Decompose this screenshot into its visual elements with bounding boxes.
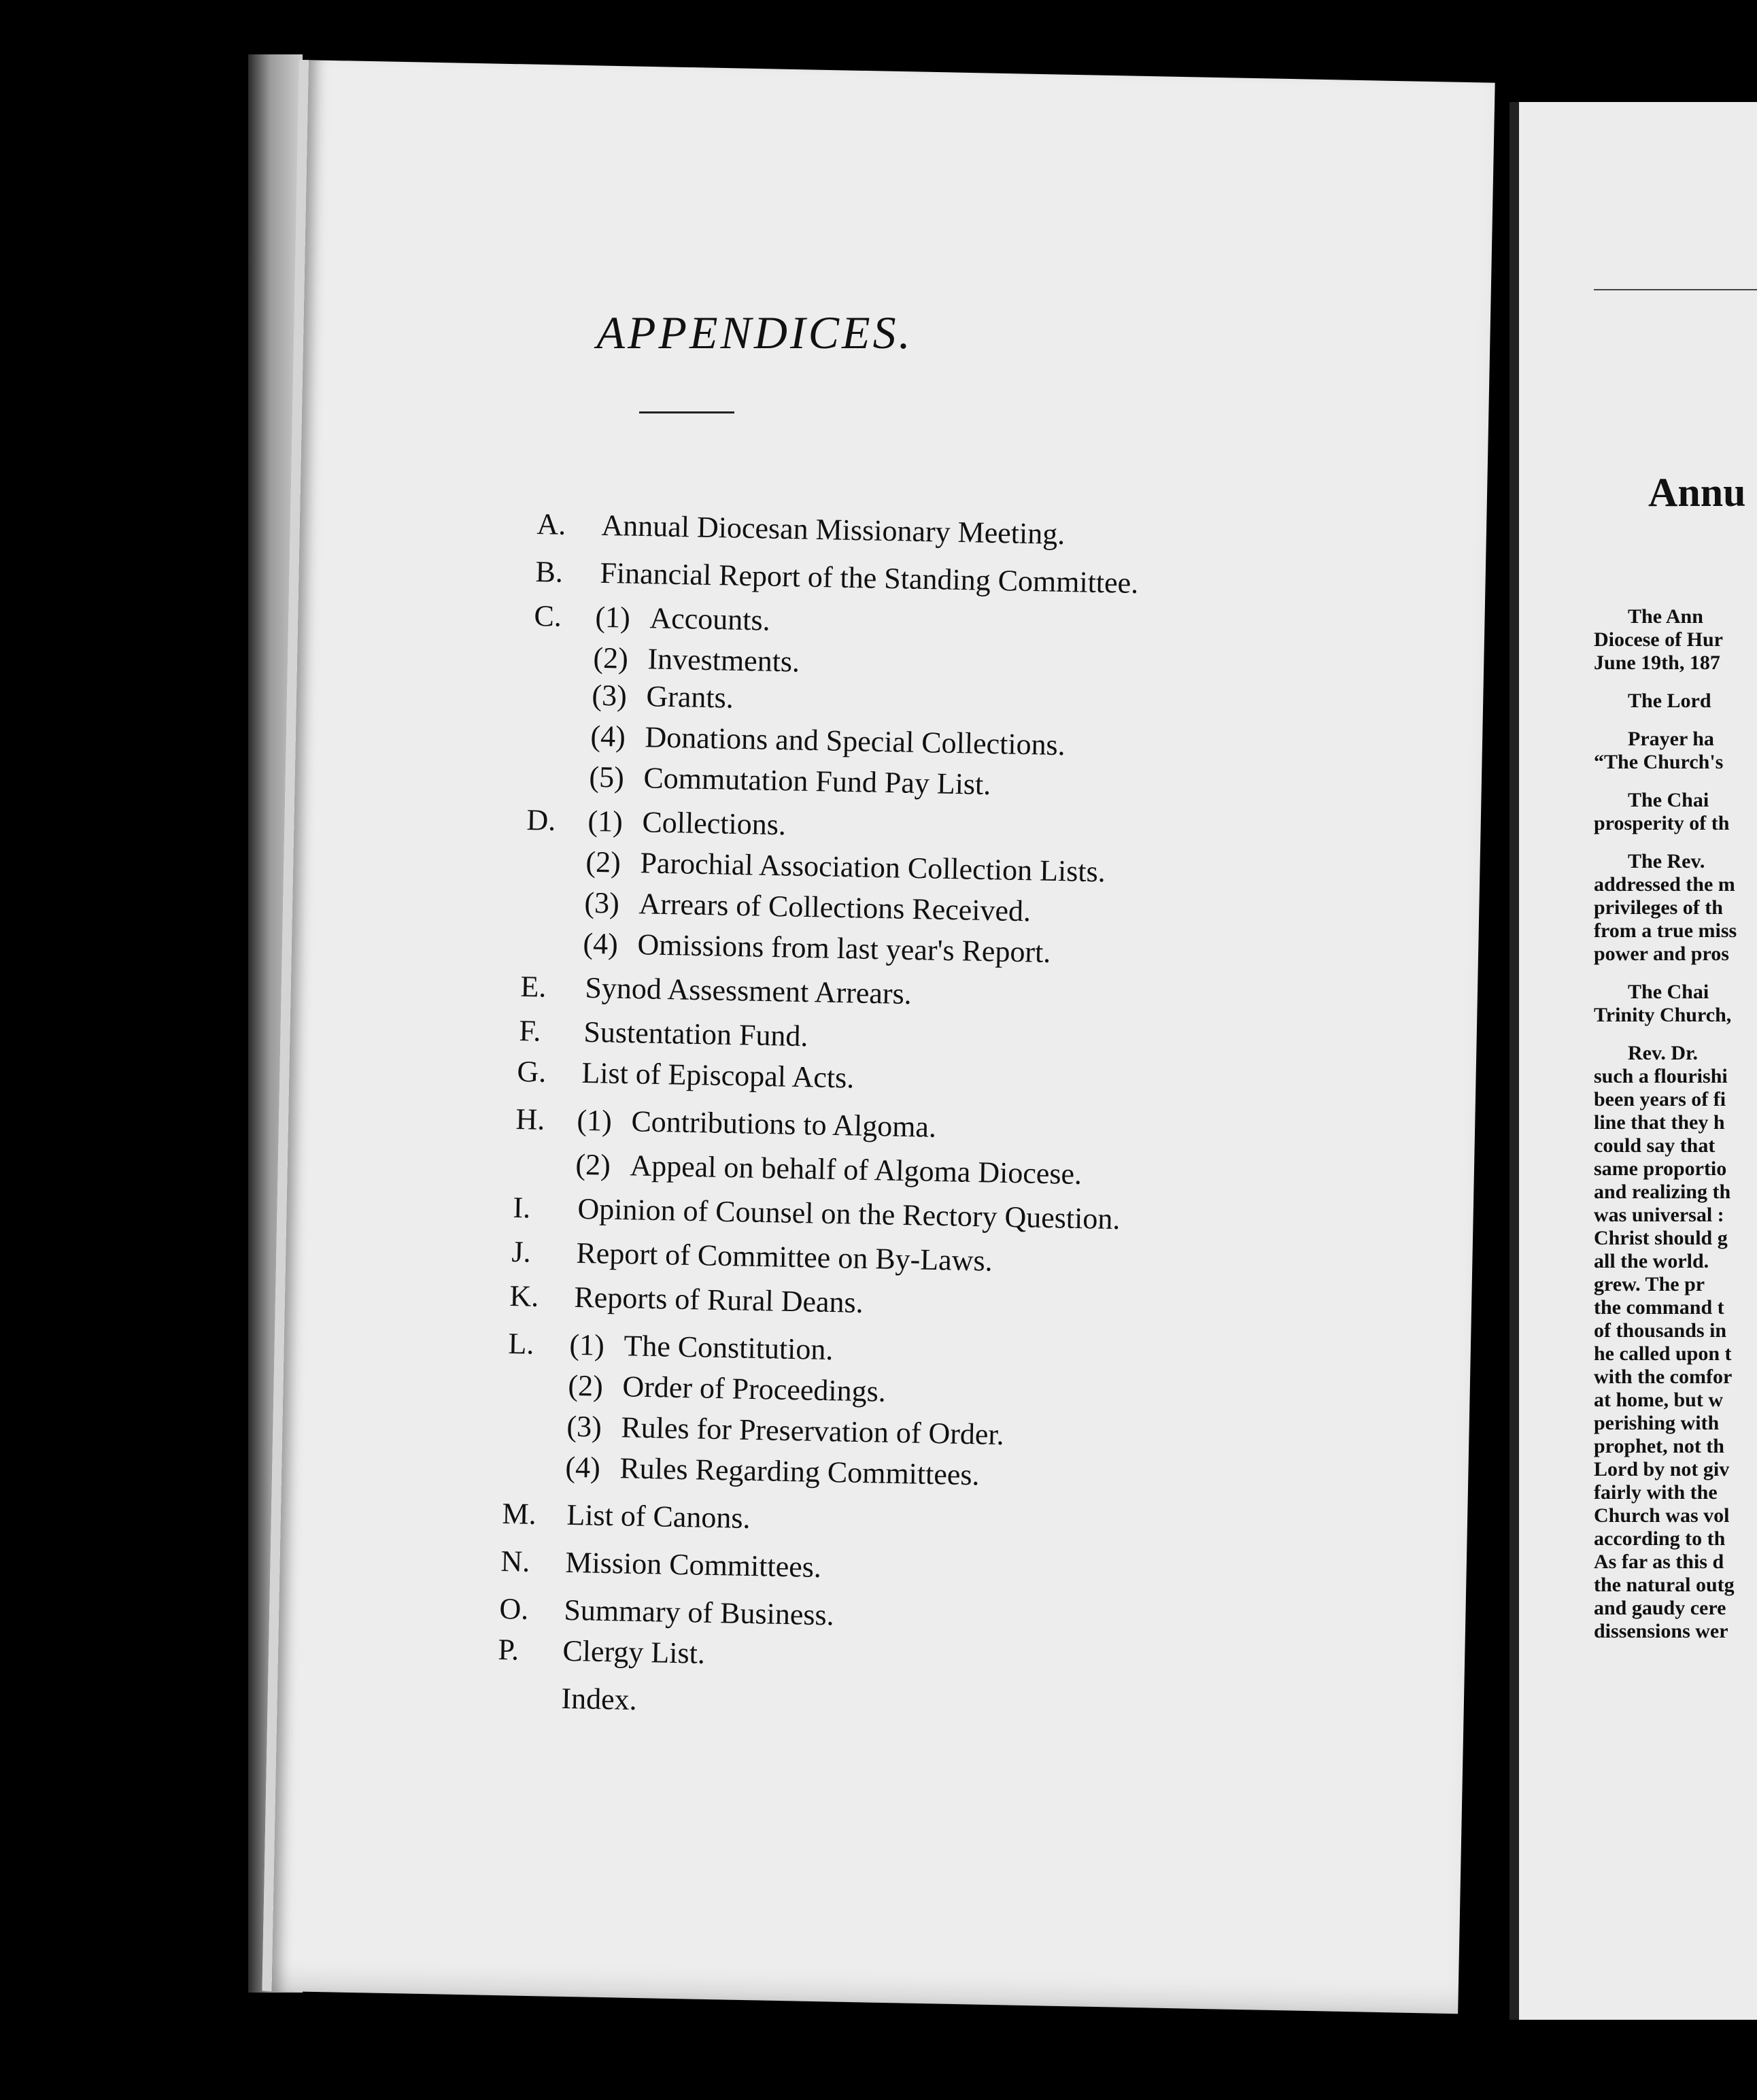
appendix-subnumber: (1): [569, 1327, 605, 1362]
appendix-title: Reports of Rural Deans.: [574, 1280, 864, 1319]
appendix-subnumber: (4): [583, 926, 619, 961]
appendix-title: Parochial Association Collection Lists.: [640, 846, 1106, 889]
appendix-letter: O.: [499, 1591, 529, 1626]
appendix-subnumber: (1): [577, 1103, 613, 1138]
right-page-line: grew. The pr: [1594, 1273, 1705, 1295]
appendix-subnumber: (2): [568, 1368, 604, 1403]
appendix-title: Synod Assessment Arrears.: [585, 970, 912, 1011]
appendix-title: Index.: [561, 1681, 638, 1716]
right-page-line: Christ should g: [1594, 1227, 1728, 1249]
appendix-title: Investments.: [647, 642, 800, 679]
appendix-subnumber: (3): [584, 885, 620, 920]
appendix-letter: I.: [513, 1190, 531, 1225]
appendix-letter: M.: [502, 1496, 537, 1531]
appendix-title: Grants.: [646, 679, 734, 715]
appendix-letter: E.: [520, 969, 547, 1004]
right-page-line: could say that: [1594, 1134, 1716, 1157]
appendix-subnumber: (2): [575, 1147, 611, 1182]
appendix-title: Order of Proceedings.: [622, 1370, 887, 1408]
right-page-line: same proportio: [1594, 1157, 1727, 1180]
appendix-title: The Constitution.: [624, 1329, 834, 1367]
appendix-title: Annual Diocesan Missionary Meeting.: [601, 508, 1065, 551]
right-page-line: dissensions wer: [1594, 1620, 1728, 1642]
appendix-subnumber: (1): [595, 600, 631, 634]
appendix-letter: N.: [500, 1544, 530, 1578]
appendix-title: Clergy List.: [562, 1633, 706, 1670]
right-page-rule: [1594, 289, 1757, 290]
appendix-title: Contributions to Algoma.: [631, 1104, 937, 1144]
right-page-line: Diocese of Hur: [1594, 628, 1723, 651]
appendix-subnumber: (2): [593, 641, 629, 675]
appendix-subnumber: (2): [585, 845, 621, 879]
appendix-title: Sustentation Fund.: [583, 1015, 808, 1053]
appendix-letter: A.: [536, 507, 566, 541]
appendix-title: List of Episcopal Acts.: [581, 1055, 855, 1095]
right-page-line: power and pros: [1594, 943, 1729, 965]
right-page-line: The Ann: [1628, 605, 1703, 628]
appendix-letter: L.: [508, 1326, 534, 1361]
appendix-subnumber: (1): [587, 804, 624, 839]
right-page-line: The Chai: [1628, 981, 1709, 1003]
right-page-line: As far as this d: [1594, 1551, 1724, 1573]
right-page-line: Rev. Dr.: [1628, 1042, 1699, 1064]
page-title: APPENDICES.: [596, 307, 913, 358]
appendix-letter: P.: [498, 1632, 519, 1667]
right-page-line: “The Church's: [1594, 751, 1724, 773]
right-page-line: The Rev.: [1628, 850, 1705, 873]
appendix-title: Rules Regarding Committees.: [619, 1451, 980, 1492]
appendix-subnumber: (3): [592, 678, 628, 713]
right-page-line: fairly with the: [1594, 1481, 1718, 1504]
appendix-letter: B.: [535, 554, 564, 589]
right-page-line: and gaudy cere: [1594, 1597, 1726, 1619]
appendix-subnumber: (4): [590, 719, 626, 753]
appendix-title: Donations and Special Collections.: [645, 720, 1066, 762]
appendix-title: Commutation Fund Pay List.: [643, 761, 991, 802]
appendix-letter: J.: [511, 1234, 532, 1269]
appendix-subnumber: (3): [566, 1409, 602, 1444]
right-page-line: was universal :: [1594, 1204, 1724, 1226]
right-page-line: he called upon t: [1594, 1342, 1732, 1365]
appendix-title: Financial Report of the Standing Committee.: [600, 556, 1139, 600]
appendix-letter: K.: [509, 1278, 539, 1313]
right-page-line: the natural outg: [1594, 1574, 1735, 1596]
right-page-line: been years of fi: [1594, 1088, 1726, 1111]
appendix-title: Rules for Preservation of Order.: [621, 1410, 1005, 1452]
appendix-letter: F.: [519, 1013, 541, 1048]
right-page-line: of thousands in: [1594, 1319, 1727, 1342]
title-rule: [639, 411, 734, 413]
right-page-line: according to th: [1594, 1527, 1726, 1550]
appendix-title: Summary of Business.: [564, 1593, 835, 1632]
appendix-subnumber: (5): [589, 760, 625, 794]
right-page-line: June 19th, 187: [1594, 651, 1720, 674]
right-page-line: line that they h: [1594, 1111, 1725, 1134]
right-page-line: privileges of th: [1594, 896, 1723, 919]
appendix-title: Accounts.: [649, 601, 771, 637]
right-page-line: such a flourishi: [1594, 1065, 1728, 1087]
right-page-line: all the world.: [1594, 1250, 1709, 1272]
appendix-title: Report of Committee on By-Laws.: [576, 1236, 993, 1278]
appendix-title: Omissions from last year's Report.: [637, 928, 1051, 969]
right-page-line: perishing with: [1594, 1412, 1720, 1434]
appendix-letter: D.: [526, 802, 556, 837]
right-page-heading: Annu: [1648, 470, 1746, 515]
right-page-line: The Lord: [1628, 690, 1711, 712]
appendix-title: Appeal on behalf of Algoma Diocese.: [630, 1149, 1082, 1191]
appendix-title: Collections.: [642, 805, 787, 842]
right-page-line: Trinity Church,: [1594, 1004, 1732, 1026]
right-page: [1509, 102, 1757, 2020]
right-page-line: prosperity of th: [1594, 812, 1730, 834]
appendix-letter: H.: [515, 1102, 545, 1136]
appendix-title: List of Canons.: [566, 1497, 751, 1535]
right-page-line: prophet, not th: [1594, 1435, 1724, 1457]
appendix-title: Arrears of Collections Received.: [638, 887, 1031, 928]
right-page-line: Prayer ha: [1628, 728, 1714, 750]
appendix-subnumber: (4): [565, 1450, 601, 1485]
right-page-line: The Chai: [1628, 789, 1709, 811]
right-page-line: and realizing th: [1594, 1181, 1731, 1203]
appendix-title: Mission Committees.: [565, 1545, 822, 1585]
appendix-letter: C.: [534, 598, 562, 633]
right-page-line: from a true miss: [1594, 919, 1737, 942]
appendix-title: Opinion of Counsel on the Rectory Question.: [577, 1191, 1121, 1236]
right-page-line: at home, but w: [1594, 1389, 1724, 1411]
right-page-line: Church was vol: [1594, 1504, 1730, 1527]
right-page-line: Lord by not giv: [1594, 1458, 1730, 1480]
appendix-letter: G.: [517, 1054, 547, 1089]
right-page-line: with the comfor: [1594, 1366, 1733, 1388]
right-page-line: addressed the m: [1594, 873, 1735, 896]
right-page-line: the command t: [1594, 1296, 1724, 1319]
